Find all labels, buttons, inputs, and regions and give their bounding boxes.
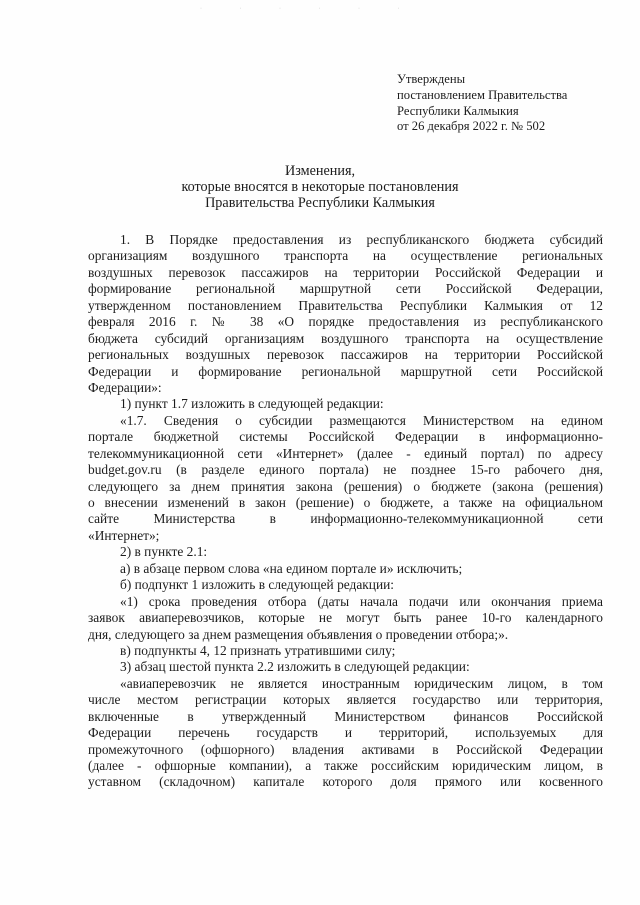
body-line: 1) пункт 1.7 изложить в следующей редакции:: [120, 396, 384, 412]
title-line: которые вносятся в некоторые постановления: [181, 179, 459, 195]
approval-line: от 26 декабря 2022 г. № 502: [397, 119, 546, 134]
body-line: о внесении изменений в закон (решение) о бюджете, а также на официальном: [88, 495, 603, 510]
approval-stamp: [397, 72, 597, 135]
body-line: региональных воздушных перевозок пассажиров на территории Российской: [88, 347, 603, 363]
body-line: Федерации перечень государств и территорий, используемых для: [88, 725, 603, 741]
body-line: budget.gov.ru (в разделе единого портала) не позднее 15-го рабочего дня,: [88, 462, 603, 478]
body-line: 1. В Порядке предоставления из республиканского бюджета субсидий: [120, 232, 603, 247]
title-line: Правительства Республики Калмыкия: [205, 195, 435, 211]
body-line: «Интернет»;: [88, 527, 160, 543]
body-line: февраля 2016 г. № 38 «О порядке предоставления из республиканского: [88, 314, 603, 330]
document-title: [0, 163, 640, 211]
body-line: бюджета субсидий организациям воздушного транспорта на осуществление: [88, 330, 603, 346]
body-line: портале бюджетной системы Российской Федерации в информационно-: [88, 429, 603, 445]
body-line: числе местом регистрации которых является государство или территория,: [88, 692, 603, 708]
body-line: формирование региональной маршрутной сети Российской Федерации,: [88, 281, 603, 297]
body-line: утвержденном постановлением Правительства Республики Калмыкия от 12: [88, 297, 603, 313]
approval-line: постановлением Правительства: [397, 87, 568, 102]
body-line: телекоммуникационной сети «Интернет» (далее - единый портал) по адресу: [88, 445, 603, 461]
body-line: включенные в утвержденный Министерством финансов Российской: [88, 708, 603, 724]
approval-line: Республики Калмыкия: [397, 103, 519, 118]
approval-line: Утверждены: [397, 72, 466, 86]
body-line: «1.7. Сведения о субсидии размещаются Министерством на едином: [120, 412, 603, 428]
body-line: в) подпункты 4, 12 признать утратившими силу;: [120, 642, 396, 658]
body-line: заявок авиаперевозчиков, которые не могут быть ранее 10-го календарного: [88, 610, 603, 626]
body-line: уставном (складочном) капитале которого доля прямого или косвенного: [88, 774, 603, 790]
document-body: [88, 232, 603, 791]
body-line: сайте Министерства в информационно-телекоммуникационной сети: [88, 511, 603, 527]
body-line: «1) срока проведения отбора (даты начала подачи или окончания приема: [120, 593, 603, 609]
body-line: б) подпункт 1 изложить в следующей редакции:: [120, 577, 395, 593]
scan-artifact: · · · · · ·: [200, 6, 418, 12]
body-line: следующего за днем принятия закона (решения) о бюджете (закона (решения): [88, 478, 603, 494]
body-line: Федерации и формирование региональной маршрутной сети Российской: [88, 363, 603, 379]
body-line: 2) в пункте 2.1:: [120, 544, 208, 560]
body-line: организациям воздушного транспорта на осуществление региональных: [88, 248, 603, 264]
body-line: 3) абзац шестой пункта 2.2 изложить в следующей редакции:: [120, 659, 470, 675]
body-line: «авиаперевозчик не является иностранным юридическим лицом, в том: [120, 675, 603, 691]
body-line: промежуточного (офшорного) владения активами в Российской Федерации: [88, 741, 603, 757]
body-line: воздушных перевозок пассажиров на территории Российской Федерации и: [88, 264, 603, 280]
body-line: (далее - офшорные компании), а также российским юридическим лицом, в: [88, 758, 603, 773]
body-line: Федерации»:: [88, 379, 162, 395]
body-line: а) в абзаце первом слова «на едином портале и» исключить;: [120, 560, 463, 576]
title-line: Изменения,: [284, 163, 356, 179]
body-line: дня, следующего за днем размещения объявления о проведении отбора;».: [88, 626, 509, 642]
